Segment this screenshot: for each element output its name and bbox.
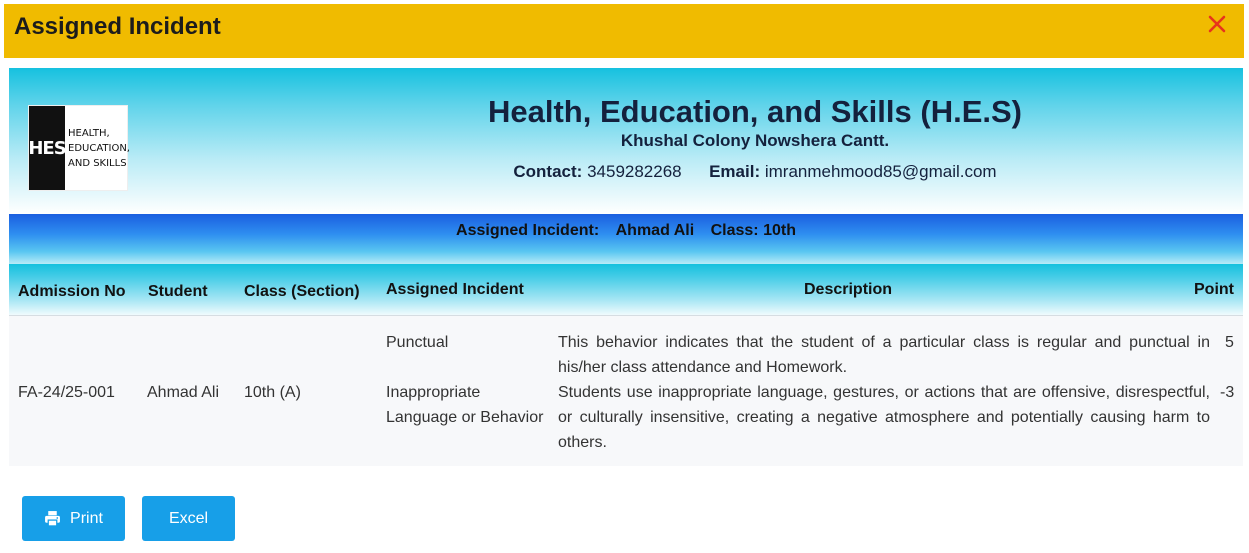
- modal-title: Assigned Incident: [14, 13, 221, 40]
- email-value: imranmehmood85@gmail.com: [764, 162, 997, 181]
- modal-header: [4, 4, 1244, 58]
- org-contact: [9, 162, 1243, 182]
- info-class: Class: 10th: [710, 222, 796, 239]
- printer-icon: [44, 510, 61, 527]
- excel-label: Excel: [168, 509, 209, 527]
- print-label: Print: [70, 509, 103, 527]
- email-label: Email:: [709, 162, 761, 181]
- contact-label: Contact:: [513, 162, 583, 181]
- incident-name: Inappropriate Language or Behavior: [386, 384, 544, 426]
- incident-point: -3: [1220, 384, 1235, 401]
- logo-mark: HES: [29, 106, 65, 190]
- incident-info-bar: [9, 214, 1243, 264]
- school-banner: [9, 68, 1243, 214]
- header-point: Point: [1194, 281, 1234, 298]
- logo-line: EDUCATION,: [68, 142, 130, 154]
- info-label: Assigned Incident:: [456, 222, 600, 239]
- incident-info-text: [9, 222, 1243, 240]
- incident-description: Students use inappropriate language, gestures, or actions that are offensive, disrespectful, or culturally insensitive, creating a negative atmosphere and potentially causing harm to others.: [558, 384, 1210, 451]
- header-admission-no: Admission No: [18, 283, 126, 300]
- close-icon: [1205, 12, 1229, 36]
- print-button[interactable]: [22, 496, 125, 541]
- incident-name: Punctual: [386, 334, 449, 351]
- header-assigned-incident: Assigned Incident: [386, 281, 524, 298]
- close-button[interactable]: [1205, 12, 1229, 36]
- header-description: Description: [804, 281, 893, 298]
- excel-button[interactable]: [142, 496, 235, 541]
- org-name: Health, Education, and Skills (H.E.S): [488, 94, 1022, 129]
- table-row: [9, 316, 1243, 466]
- cell-student: Ahmad Ali: [147, 384, 220, 401]
- logo-line: AND SKILLS: [68, 157, 127, 169]
- logo-line: HEALTH,: [68, 127, 110, 139]
- header-student: Student: [148, 283, 208, 300]
- cell-admission-no: FA-24/25-001: [18, 384, 115, 401]
- header-class-section: Class (Section): [244, 283, 360, 300]
- contact-value: 3459282268: [587, 162, 682, 181]
- incident-point: 5: [1225, 334, 1234, 351]
- info-student: Ahmad Ali: [615, 222, 695, 239]
- table-header: [9, 264, 1243, 316]
- cell-class-section: 10th (A): [244, 384, 301, 401]
- org-address: Khushal Colony Nowshera Cantt.: [620, 131, 890, 150]
- incident-description: This behavior indicates that the student of a particular class is regular and punctual in his/her class attendance and Homework.: [558, 334, 1210, 376]
